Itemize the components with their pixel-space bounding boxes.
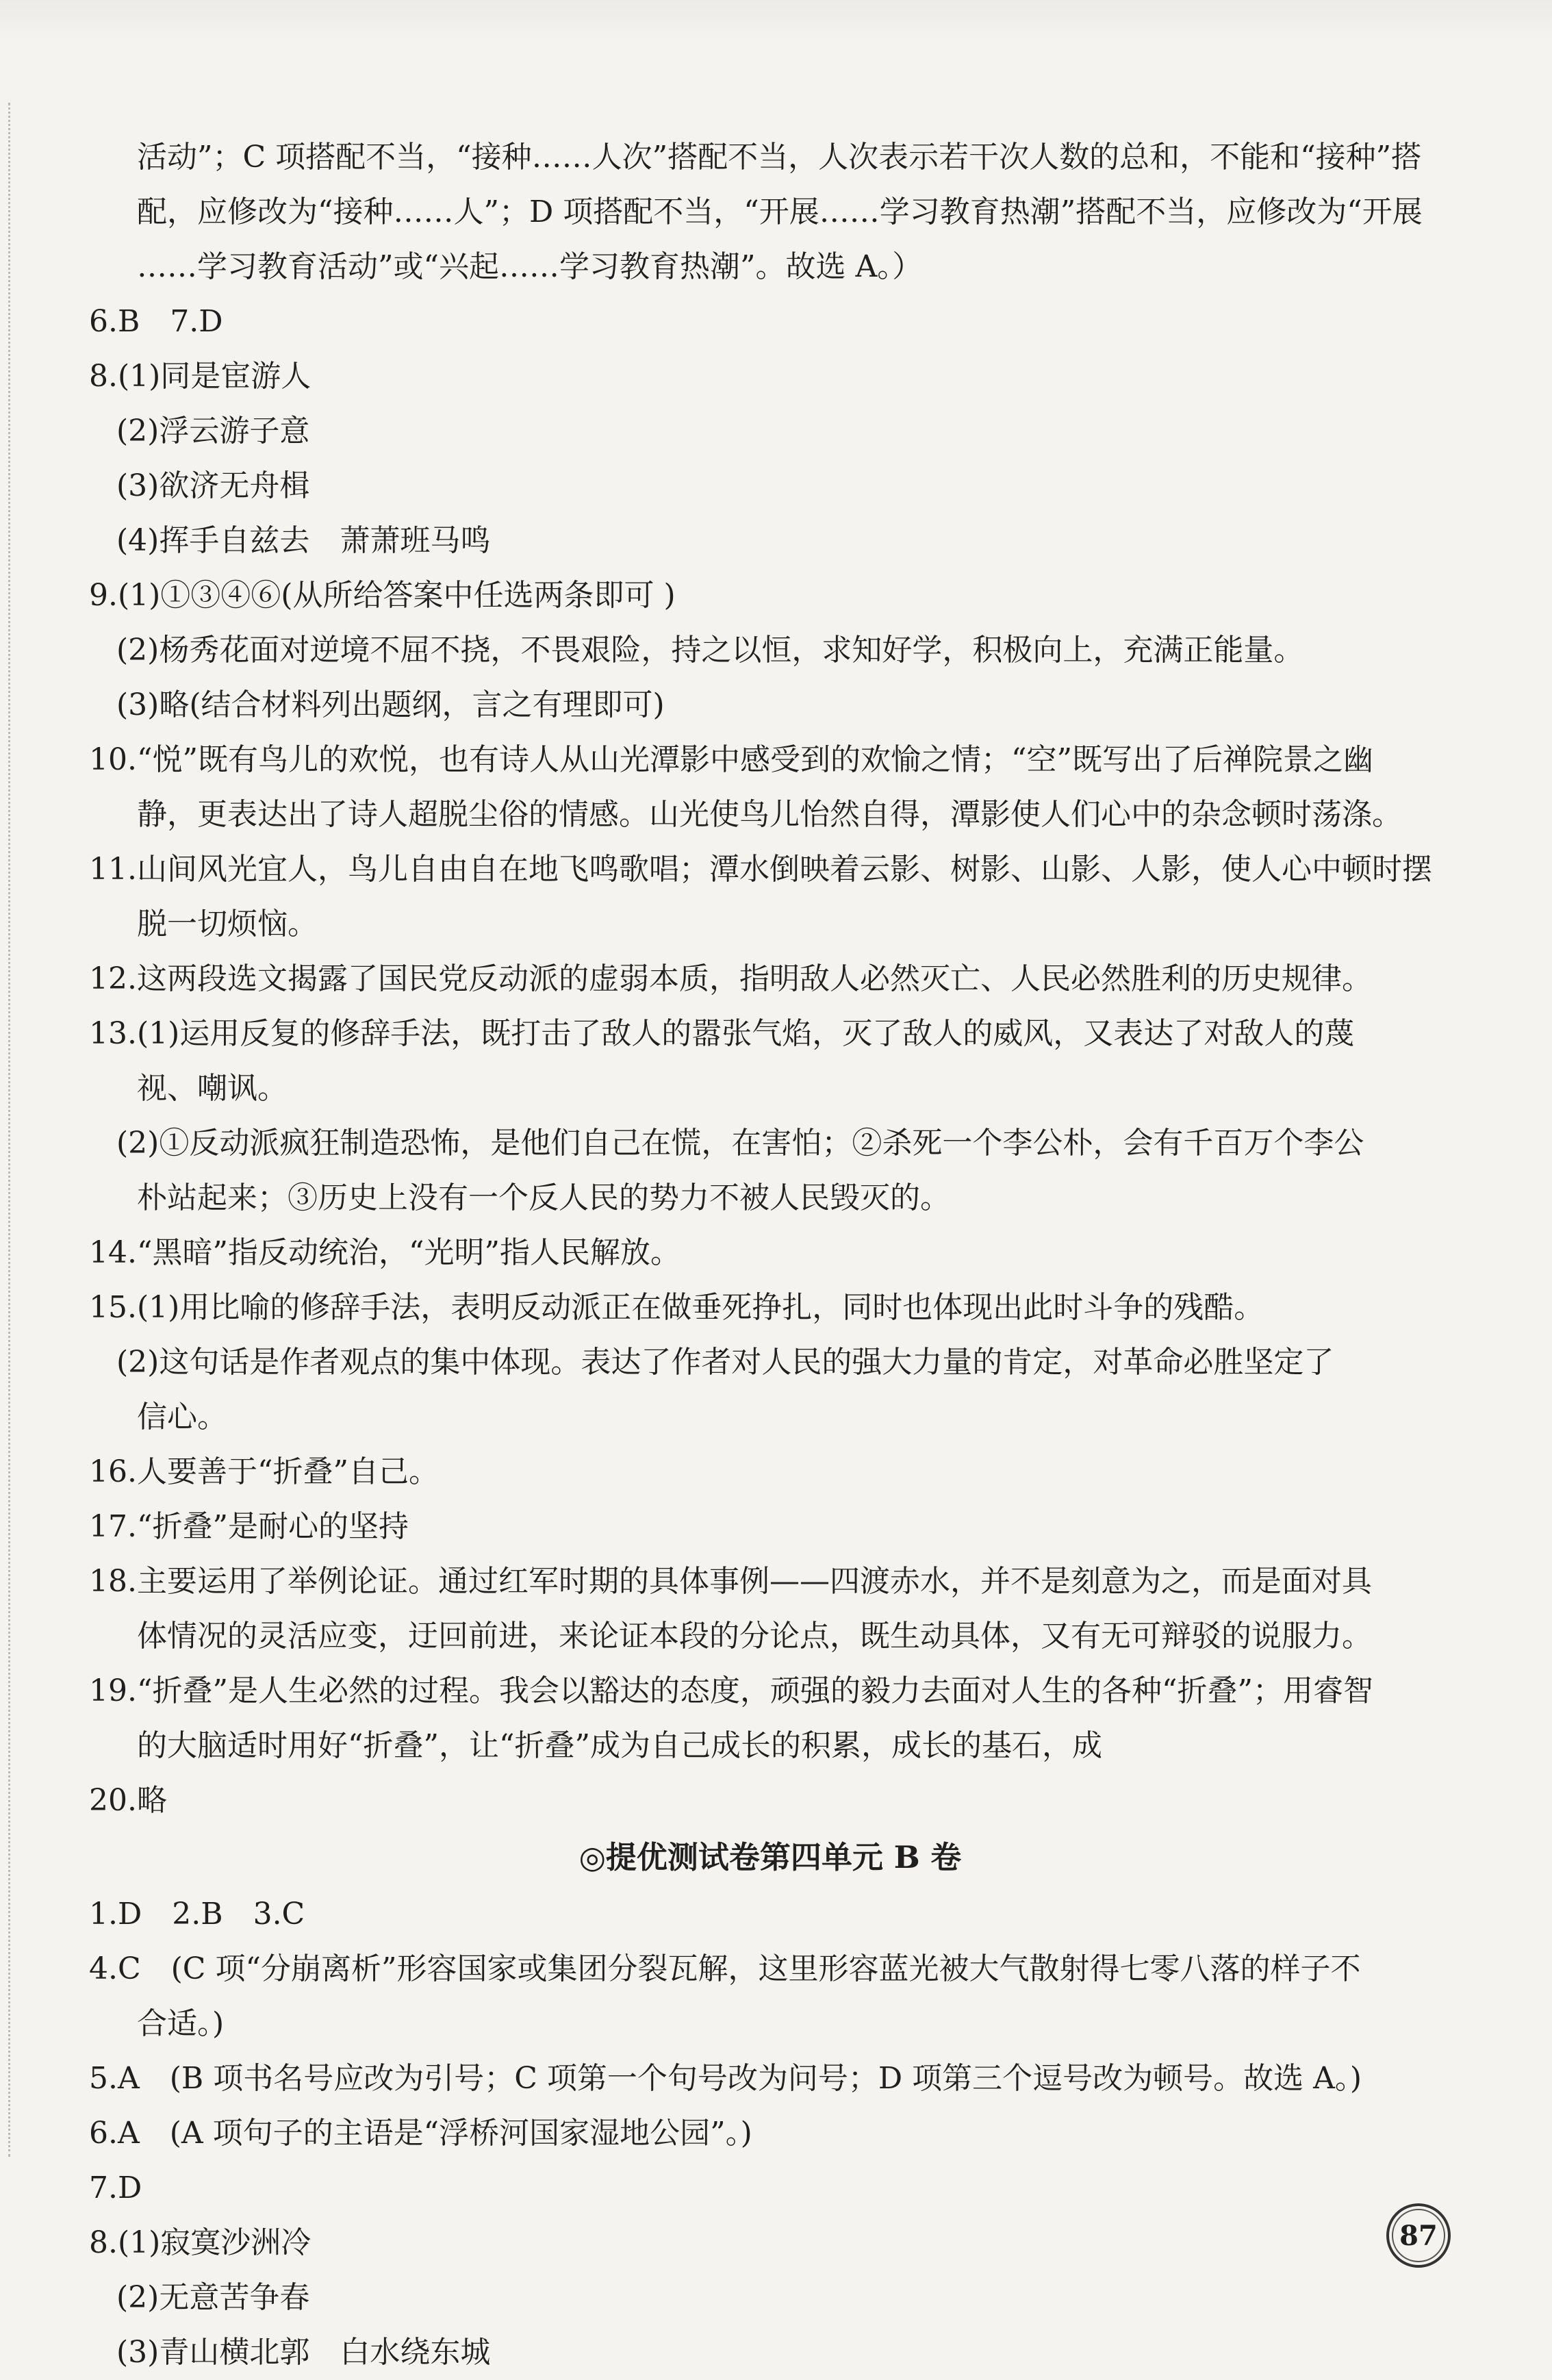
answers-block-a (89, 130, 1451, 1828)
answer-content (89, 130, 1451, 2380)
answer-line: 18.主要运用了举例论证。通过红军时期的具体事例——四渡赤水，并不是刻意为之，而是面对具 (89, 1564, 1372, 1599)
answer-line: 7.D (89, 2170, 142, 2205)
answer-line: 视、嘲讽。 (137, 1071, 288, 1106)
answer-line: (2)无意苦争春 (116, 2280, 310, 2315)
answer-line: 17.“折叠”是耐心的坚持 (89, 1509, 409, 1544)
answer-line: (4)挥手自兹去 萧萧班马鸣 (116, 523, 491, 558)
answer-line: 信心。 (137, 1400, 227, 1434)
answer-line: 合适。) (137, 2006, 225, 2041)
answer-line: 5.A (B 项书名号应改为引号；C 项第一个句号改为问号；D 项第三个逗号改为顿号。故选 A。) (89, 2061, 1362, 2096)
section-title: ◎提优测试卷第四单元 B 卷 (578, 1839, 962, 1875)
answer-line: 16.人要善于“折叠”自己。 (89, 1454, 439, 1489)
answer-line: 6.A (A 项句子的主语是“浮桥河国家湿地公园”。) (89, 2116, 752, 2151)
answer-line: 静，更表达出了诗人超脱尘俗的情感。山光使鸟儿怡然自得，潭影使人们心中的杂念顿时荡涤。 (137, 797, 1402, 832)
answer-line: (3)欲济无舟楫 (116, 468, 310, 503)
answer-line: (2)①反动派疯狂制造恐怖，是他们自己在慌，在害怕；②杀死一个李公朴，会有千百万个李公 (116, 1126, 1364, 1161)
answer-line: (3)青山横北郭 白水绕东城 (116, 2335, 491, 2370)
answer-line: 8.(1)寂寞沙洲冷 (89, 2225, 311, 2260)
binding-margin-rule (8, 103, 10, 2157)
answers-block-b (89, 1887, 1451, 2380)
answer-line: (3)略(结合材料列出题纲，言之有理即可) (116, 687, 665, 722)
answer-line: 的大脑适时用好“折叠”，让“折叠”成为自己成长的积累，成长的基石，成 (137, 1728, 1102, 1763)
answer-line: (2)浮云游子意 (116, 414, 310, 448)
answer-line: 4.C (C 项“分崩离析”形容国家或集团分裂瓦解，这里形容蓝光被大气散射得七零八落的样子不 (89, 1951, 1361, 1986)
answer-line: 11.山间风光宜人，鸟儿自由自在地飞鸣歌唱；潭水倒映着云影、树影、山影、人影，使人心中顿时摆 (89, 852, 1432, 887)
answer-line: 活动”；C 项搭配不当，“接种……人次”搭配不当，人次表示若干次人数的总和，不能和“接种”搭 (137, 140, 1422, 175)
answer-line: 朴站起来；③历史上没有一个反人民的势力不被人民毁灭的。 (137, 1180, 950, 1215)
answer-line: 6.B 7.D (89, 304, 223, 339)
answer-line: 9.(1)①③④⑥(从所给答案中任选两条即可 ) (89, 578, 676, 613)
answer-line: (2)杨秀花面对逆境不屈不挠，不畏艰险，持之以恒，求知好学，积极向上，充满正能量。 (116, 633, 1304, 668)
answer-line: 20.略 (89, 1783, 167, 1818)
answer-line: 体情况的灵活应变，迂回前进，来论证本段的分论点，既生动具体，又有无可辩驳的说服力。 (137, 1619, 1372, 1654)
answer-line: 19.“折叠”是人生必然的过程。我会以豁达的态度，顽强的毅力去面对人生的各种“折叠”；用睿智 (89, 1673, 1373, 1708)
answer-line: 10.“悦”既有鸟儿的欢悦，也有诗人从山光潭影中感受到的欢愉之情；“空”既写出了后禅院景之幽 (89, 742, 1373, 777)
answer-line: 13.(1)运用反复的修辞手法，既打击了敌人的嚣张气焰，灭了敌人的威风，又表达了对敌人的蔑 (89, 1016, 1355, 1051)
answer-line: ……学习教育活动”或“兴起……学习教育热潮”。故选 A。） (137, 249, 923, 284)
scan-top-shadow (0, 0, 1552, 41)
answer-line: 15.(1)用比喻的修辞手法，表明反动派正在做垂死挣扎，同时也体现出此时斗争的残酷。 (89, 1290, 1264, 1325)
answer-line: 14.“黑暗”指反动统治，“光明”指人民解放。 (89, 1235, 680, 1270)
answer-line: 1.D 2.B 3.C (89, 1897, 305, 1932)
answer-line: 脱一切烦恼。 (137, 907, 318, 941)
answer-line: (2)这句话是作者观点的集中体现。表达了作者对人民的强大力量的肯定，对革命必胜坚定了 (116, 1345, 1334, 1380)
answer-line: 12.这两段选文揭露了国民党反动派的虚弱本质，指明敌人必然灭亡、人民必然胜利的历史规律。 (89, 961, 1372, 996)
page-number: 87 (1386, 2203, 1451, 2268)
answer-line: 8.(1)同是宦游人 (89, 359, 311, 394)
answer-line: 配，应修改为“接种……人”；D 项搭配不当，“开展……学习教育热潮”搭配不当，应修改为“开展 (137, 194, 1423, 229)
